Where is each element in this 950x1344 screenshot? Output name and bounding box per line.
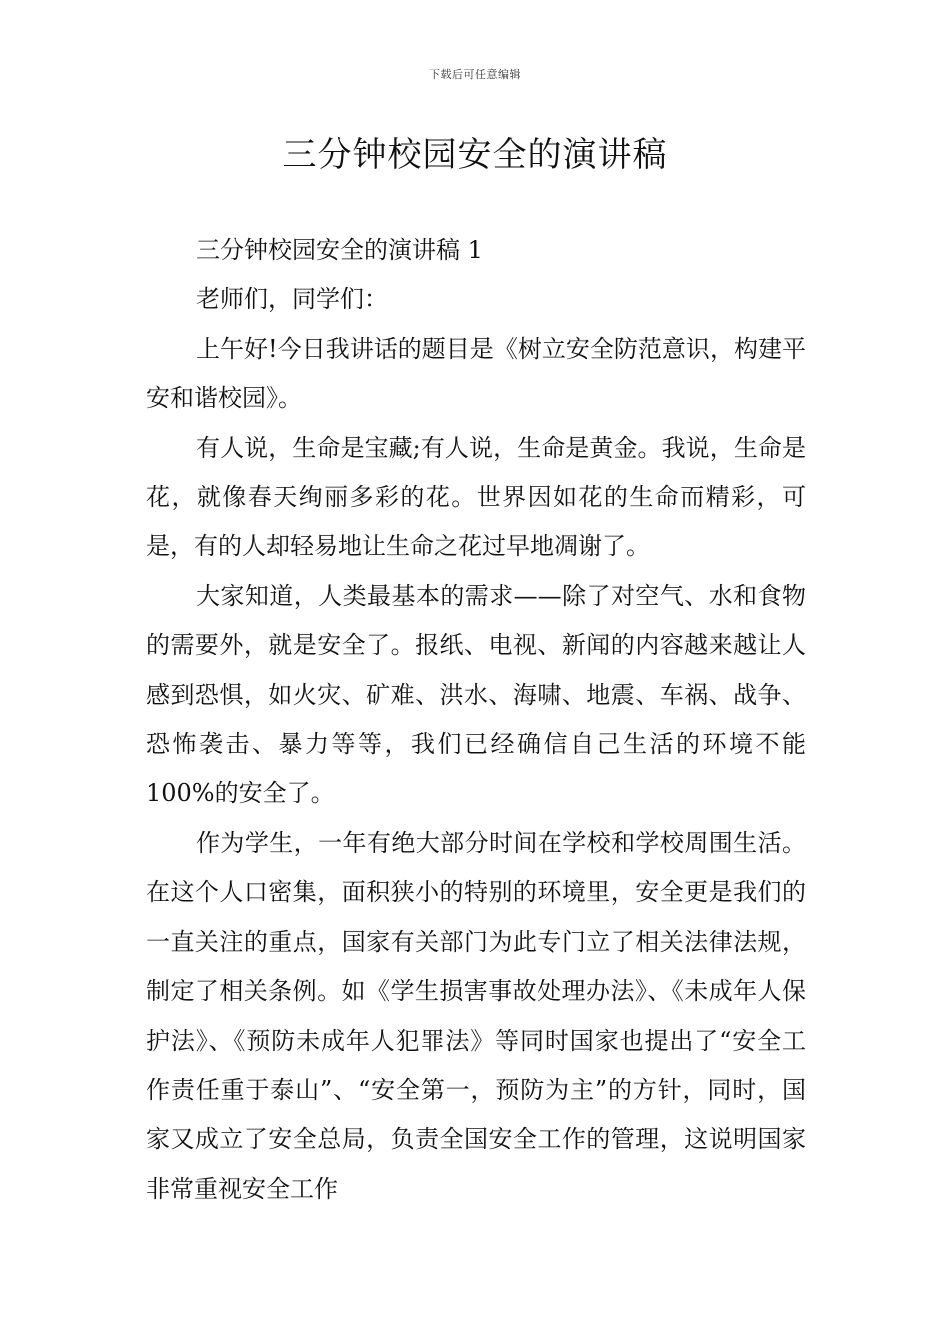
paragraph: 作为学生，一年有绝大部分时间在学校和学校周围生活。在这个人口密集，面积狭小的特别的环境里，安全更是我们的一直关注的重点，国家有关部门为此专门立了相关法律法规，制定了相关条例。如《学生损害事故处理办法》、《未成年人保护法》、《预防未成年人犯罪法》等同时国家也提出了“安全工作责任重于泰山”、“安全第一，预防为主”的方针，同时，国家又成立了安全总局，负责全国安全工作的管理，这说明国家非常重视安全工作 (146, 828, 806, 1203)
paragraph: 有人说，生命是宝藏;有人说，生命是黄金。我说，生命是花，就像春天绚丽多彩的花。世界因如花的生命而精彩，可是，有的人却轻易地让生命之花过早地凋谢了。 (146, 433, 806, 561)
document-body (146, 226, 806, 1214)
salutation: 老师们，同学们： (196, 285, 388, 314)
paragraph: 上午好!今日我讲话的题目是《树立安全防范意识，构建平安和谐校园》。 (146, 334, 806, 413)
paragraph: 大家知道，人类最基本的需求——除了对空气、水和食物的需要外，就是安全了。报纸、电视、新闻的内容越来越让人感到恐惧，如火灾、矿难、洪水、海啸、地震、车祸、战争、恐怖袭击、暴力等等，我们已经确信自己生活的环境不能 100%的安全了。 (146, 581, 806, 808)
section-heading: 三分钟校园安全的演讲稿 1 (196, 236, 483, 264)
header-note: 下载后可任意编辑 (429, 68, 521, 81)
document-title: 三分钟校园安全的演讲稿 (282, 135, 668, 175)
